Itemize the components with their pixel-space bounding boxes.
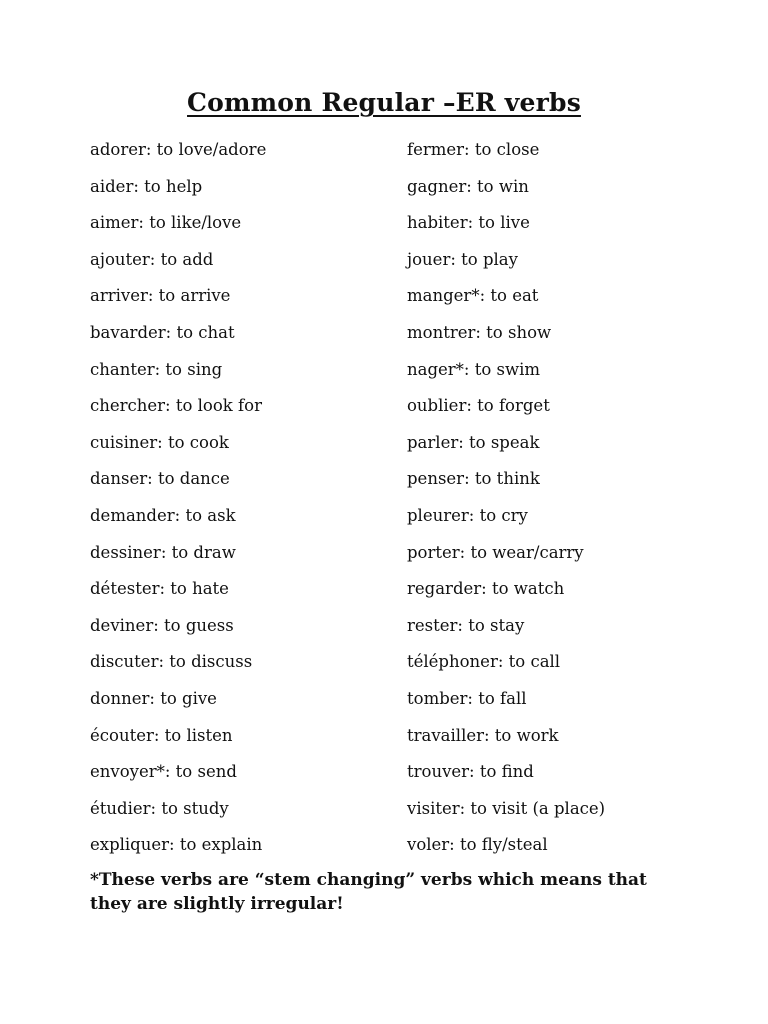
list-item: jouer: to play: [407, 249, 518, 269]
list-item: montrer: to show: [407, 322, 552, 342]
list-item: regarder: to watch: [407, 579, 565, 599]
list-item: tomber: to fall: [407, 688, 527, 708]
list-item: cuisiner: to cook: [90, 432, 229, 452]
list-item: voler: to fly/steal: [407, 835, 548, 855]
verb-list-left: [90, 136, 266, 868]
list-item: ajouter: to add: [90, 249, 214, 269]
list-item: trouver: to find: [407, 762, 534, 782]
list-item: adorer: to love/adore: [90, 140, 267, 159]
list-item: aider: to help: [90, 176, 203, 196]
list-item: parler: to speak: [407, 432, 540, 452]
list-item: deviner: to guess: [90, 615, 234, 635]
list-item: bavarder: to chat: [90, 322, 235, 342]
list-item: danser: to dance: [90, 469, 230, 489]
list-item: envoyer*: to send: [90, 762, 237, 782]
list-item: demander: to ask: [90, 505, 236, 525]
list-item: pleurer: to cry: [407, 505, 528, 525]
list-item: donner: to give: [90, 688, 217, 708]
list-item: fermer: to close: [407, 140, 540, 159]
verb-list-right: [407, 136, 605, 868]
list-item: oublier: to forget: [407, 396, 550, 416]
list-item: dessiner: to draw: [90, 542, 236, 562]
list-item: chanter: to sing: [90, 359, 223, 379]
list-item: gagner: to win: [407, 176, 529, 196]
list-item: détester: to hate: [90, 579, 229, 599]
page-title: Common Regular –ER verbs: [187, 88, 581, 117]
list-item: étudier: to study: [90, 798, 229, 818]
list-item: penser: to think: [407, 469, 540, 489]
list-item: discuter: to discuss: [90, 652, 253, 672]
list-item: travailler: to work: [407, 725, 559, 745]
list-item: arriver: to arrive: [90, 286, 231, 306]
footnote: *These verbs are “stem changing” verbs which means that they are slightly irregular!: [90, 870, 647, 914]
list-item: habiter: to live: [407, 213, 530, 233]
list-item: manger*: to eat: [407, 286, 539, 306]
list-item: chercher: to look for: [90, 396, 262, 416]
list-item: nager*: to swim: [407, 359, 541, 379]
list-item: visiter: to visit (a place): [407, 798, 606, 818]
list-item: expliquer: to explain: [90, 835, 263, 855]
list-item: rester: to stay: [407, 615, 525, 635]
list-item: téléphoner: to call: [407, 652, 561, 672]
list-item: porter: to wear/carry: [407, 542, 584, 562]
list-item: écouter: to listen: [90, 725, 233, 745]
list-item: aimer: to like/love: [90, 213, 242, 233]
